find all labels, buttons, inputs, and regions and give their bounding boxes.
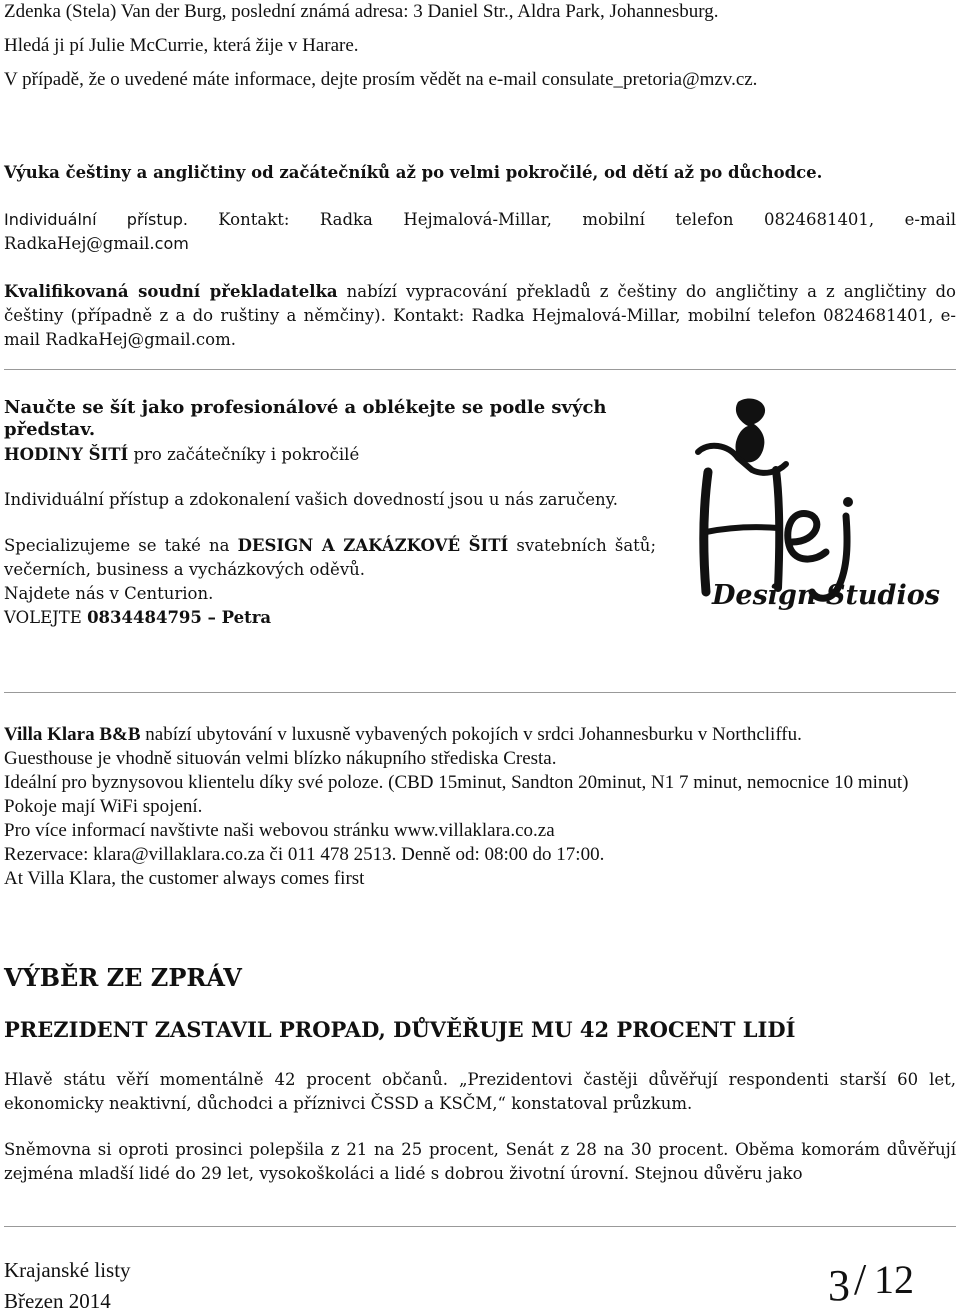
villa-line-business: Ideální pro byznysovou klientelu díky své poloze. (CBD 15minut, Sandton 20minut, N1 7 minut, nemocnice 10 minut) [4,772,909,793]
sewing-location: Najdete nás v Centurion. [4,584,214,603]
villa-line-intro: Villa Klara B&B nabízí ubytování v luxusně vybavených pokojích v srdci Johannesburku v Northcliffu. [4,724,802,745]
news-section-title: VÝBĚR ZE ZPRÁV [4,963,242,992]
page-number [826,1255,956,1312]
page-current: 3 [828,1261,850,1310]
sewing-individual: Individuální přístup a zdokonalení vašich dovedností jsou u nás zaručeny. [4,490,618,509]
villa-line-website: Pro více informací navštivte naši webovou stránku www.villaklara.co.za [4,820,555,841]
translator-title: Kvalifikovaná soudní překladatelka [4,282,338,301]
translator-contact: Kontakt: Radka Hejmalová-Millar, mobilní telefon 0824681401, e-mail RadkaHej@gmail.com. [4,306,956,349]
news-paragraph-1: Hlavě státu věří momentálně 42 procent občanů. „Prezidentovi častěji důvěřují respondenti starší 60 let, ekonomicky neaktivní, důchodci a příznivci ČSSD a KSČM,“ konstatoval průzkum. [4,1070,956,1113]
divider [4,692,956,693]
sewing-hours: HODINY ŠITÍ pro začátečníky i pokročilé [4,445,360,464]
villa-line-reservations: Rezervace: klara@villaklara.co.za či 011 478 2513. Denně od: 08:00 do 17:00. [4,844,605,865]
lessons-contact-line2: RadkaHej@gmail.com [4,234,189,253]
notice-line-searcher: Hledá ji pí Julie McCurrie, která žije v Harare. [4,35,359,56]
sewing-ad [4,397,656,630]
hej-design-studios-logo [668,392,954,632]
divider [4,1226,956,1227]
villa-line-motto: At Villa Klara, the customer always comes first [4,868,365,889]
page-total: 12 [874,1257,914,1302]
page-slash: / [854,1255,867,1304]
lessons-heading: Výuka češtiny a angličtiny od začátečníků až po velmi pokročilé, od dětí až po důchodce. [4,163,823,182]
news-headline: PREZIDENT ZASTAVIL PROPAD, DŮVĚŘUJE MU 42 PROCENT LIDÍ [4,1017,796,1042]
letter-e-stroke [788,514,826,560]
news-paragraph-2: Sněmovna si oproti prosinci polepšila z 21 na 25 procent, Senát z 28 na 30 procent. Oběma komorám důvěřují zejména mladší lidé do 29 let, vysokoškoláci a lidé s dobrou životní úrovní. Stejnou důvěru jako [4,1140,956,1183]
villa-line-location: Guesthouse je vhodně situován velmi blízko nákupního střediska Cresta. [4,748,557,769]
letter-j-dot [843,497,853,507]
sewing-phone: VOLEJTE 0834484795 – Petra [4,608,272,627]
footer-date: Březen 2014 [4,1289,111,1313]
lessons-contact-line1: Individuální přístup. Kontakt: Radka Hejmalová-Millar, mobilní telefon 0824681401, e-mail [4,210,957,229]
notice-line-address: Zdenka (Stela) Van der Burg, poslední známá adresa: 3 Daniel Str., Aldra Park, Johannesburg. [4,1,719,22]
villa-line-wifi: Pokoje mají WiFi spojení. [4,796,203,817]
footer-publication: Krajanské listy [4,1258,131,1282]
translator-offer: nabízí vypracování překladů z češtiny do angličtiny a z angličtiny do češtiny (případně z a do ruštiny a němčiny). [4,282,956,325]
missing-person-notice [4,0,956,92]
villa-klara-ad [4,723,956,891]
letter-h-bar [706,527,778,532]
mannequin-head-shape [735,399,765,463]
sewing-heading: Naučte se šít jako profesionálové a oblékejte se podle svých představ. [4,397,607,440]
divider [4,369,956,370]
logo-tagline: Design Studios [712,580,940,611]
sewing-specialization: Specializujeme se také na DESIGN A ZAKÁZKOVÉ ŠITÍ svatebních šatů; večerních, business a vycházkových oděvů. [4,536,656,579]
lessons-contact [4,208,956,256]
translator-ad [4,280,956,352]
notice-line-contact: V případě, že o uvedené máte informace, dejte prosím vědět na e-mail consulate_pretoria@mzv.cz. [4,69,758,90]
